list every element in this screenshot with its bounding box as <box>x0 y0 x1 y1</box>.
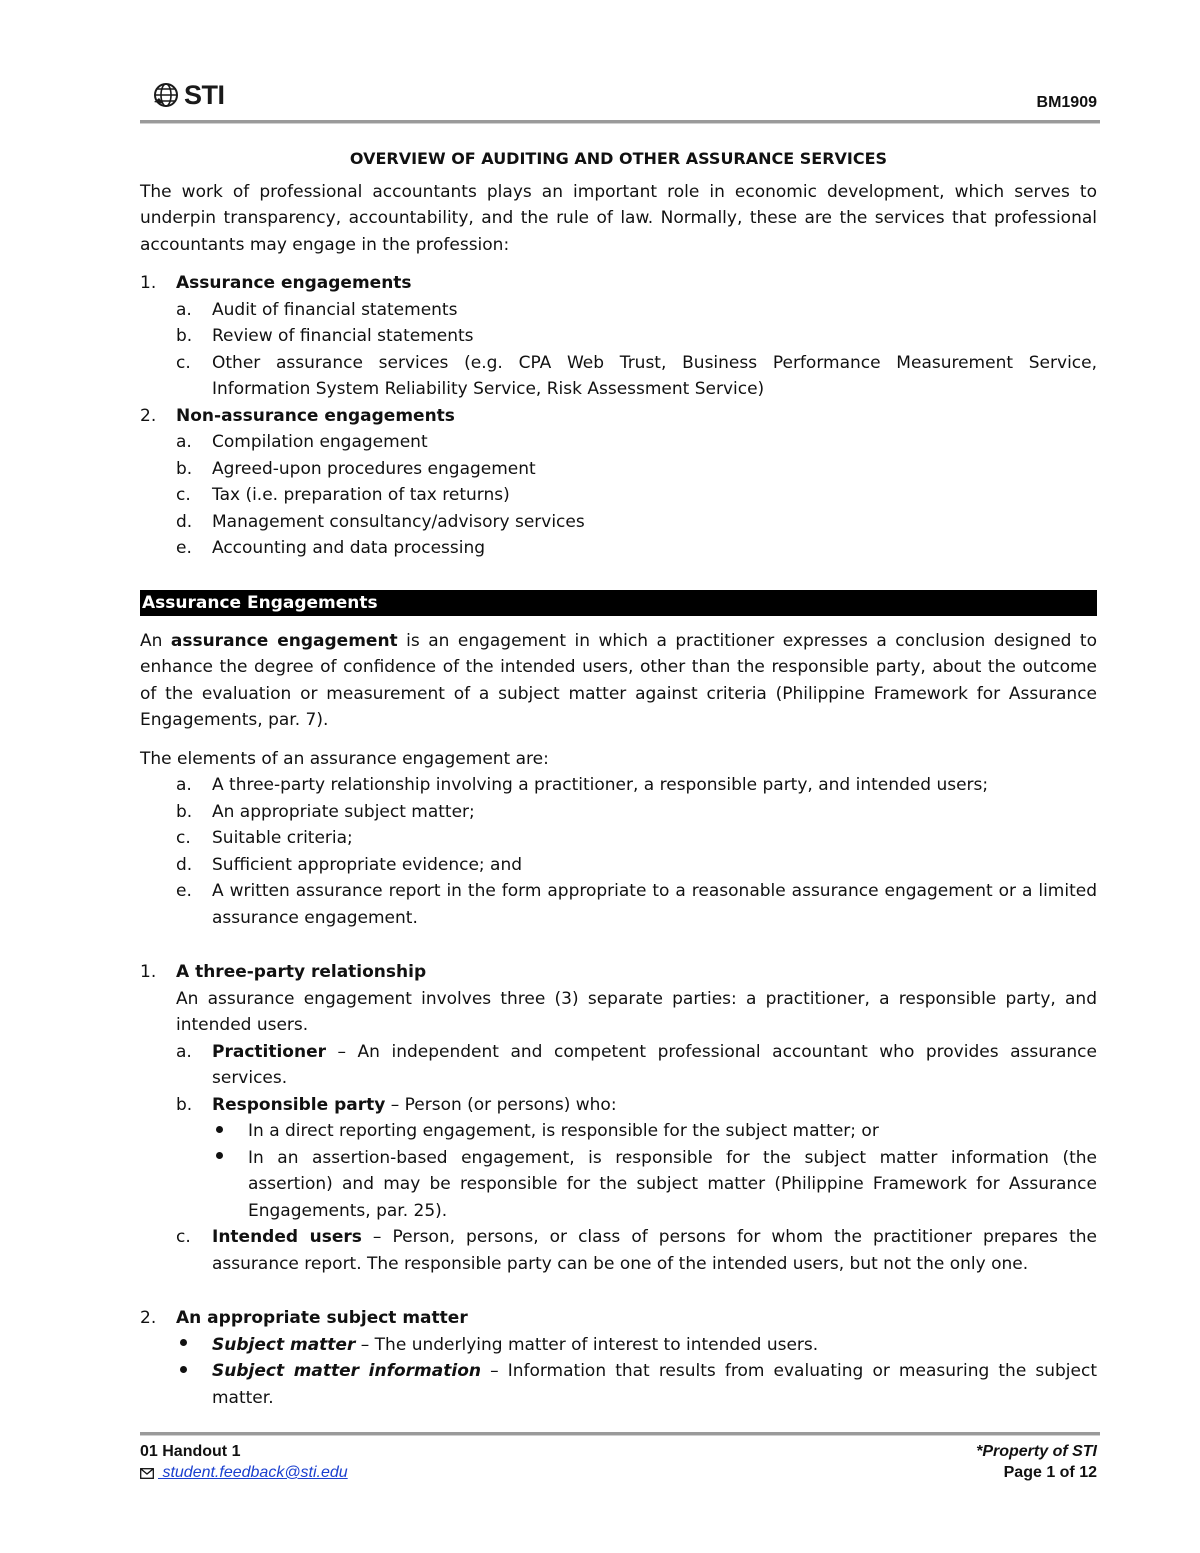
bullet-item: Subject matter information – Information that results from evaluating or measuring the subject matter. <box>140 1358 1097 1411</box>
list-item: c. Intended users – Person, persons, or class of persons for whom the practitioner prepares the assurance report. The responsible party can be one of the intended users, but not the only one. <box>176 1227 1097 1274</box>
page-title: OVERVIEW OF AUDITING AND OTHER ASSURANCE SERVICES <box>349 149 888 168</box>
subsection-heading: 1. A three-party relationship <box>140 962 427 982</box>
intro-paragraph: The work of professional accountants plays an important role in economic development, which serves to underpin transparency, accountability, and the rule of law. Normally, these are the services that professional accountants may engage in the profession: <box>140 181 1097 255</box>
definition-paragraph: An assurance engagement is an engagement in which a practitioner expresses a conclusion designed to enhance the degree of confidence of the intended users, other than the responsible party, about the outcome of the evaluation or measurement of a subject matter against criteria (Philippine Framework for Assurance Engagements, par. 7). <box>140 630 1097 730</box>
document-code: BM1909 <box>1036 94 1097 111</box>
bullet-icon <box>216 1152 223 1159</box>
bullet-item: Subject matter – The underlying matter of interest to intended users. <box>140 1332 1097 1359</box>
sti-logo <box>152 80 232 110</box>
document-body <box>140 146 1097 1411</box>
bullet-icon <box>180 1366 187 1373</box>
list-item: b. Responsible party – Person (or persons) who: <box>176 1094 617 1115</box>
header-rule <box>140 120 1100 124</box>
bullet-item: In an assertion-based engagement, is responsible for the subject matter information (the assertion) and may be responsible for the subject matter (Philippine Framework for Assurance Engagements, par. 25). <box>140 1145 1097 1225</box>
logo-text: STI <box>184 79 225 110</box>
list-item: d. Sufficient appropriate evidence; and <box>176 854 523 875</box>
feedback-email-link[interactable]: student.feedback@sti.edu <box>158 1464 348 1481</box>
page-number: Page 1 of 12 <box>1003 1464 1097 1481</box>
list-item: b. An appropriate subject matter; <box>176 801 475 822</box>
list-item: d. Management consultancy/advisory services <box>176 511 585 532</box>
elements-intro: The elements of an assurance engagement are: <box>140 748 549 769</box>
list-item: b. Review of financial statements <box>176 326 474 346</box>
bullet-item: In a direct reporting engagement, is responsible for the subject matter; or <box>140 1118 1097 1145</box>
list-item: a. Audit of financial statements <box>176 299 458 320</box>
list-item: 2. Non-assurance engagements <box>140 405 455 426</box>
footer-left <box>140 1441 348 1483</box>
list-item: c. Other assurance services (e.g. CPA Web Trust, Business Performance Measurement Service, Information System Reliability Service, Risk Assessment Service) <box>176 352 1097 399</box>
list-item: b. Agreed-upon procedures engagement <box>176 458 536 479</box>
list-item: e. Accounting and data processing <box>176 538 486 558</box>
subsection-intro: An assurance engagement involves three (3) separate parties: a practitioner, a responsible party, and intended users. <box>176 988 1097 1035</box>
list-item: a. Practitioner – An independent and competent professional accountant who provides assurance services. <box>176 1041 1097 1088</box>
property-notice: *Property of STI <box>976 1443 1097 1460</box>
bullet-icon <box>216 1126 223 1133</box>
list-item: a. A three-party relationship involving a practitioner, a responsible party, and intended users; <box>176 775 989 795</box>
footer-rule <box>140 1432 1100 1436</box>
bullet-icon <box>180 1339 187 1346</box>
list-item: c. Tax (i.e. preparation of tax returns) <box>176 485 510 505</box>
subsection-heading: 2. An appropriate subject matter <box>140 1308 468 1328</box>
section-heading: Assurance Engagements <box>140 590 1097 616</box>
globe-icon <box>152 82 182 108</box>
list-item: e. A written assurance report in the form appropriate to a reasonable assurance engagement or a limited assurance engagement. <box>176 881 1097 928</box>
handout-label: 01 Handout 1 <box>140 1443 241 1460</box>
list-item: 1. Assurance engagements <box>140 273 412 293</box>
list-item: c. Suitable criteria; <box>176 828 353 848</box>
envelope-icon <box>140 1468 154 1479</box>
footer-right <box>976 1441 1097 1483</box>
list-item: a. Compilation engagement <box>176 432 428 452</box>
